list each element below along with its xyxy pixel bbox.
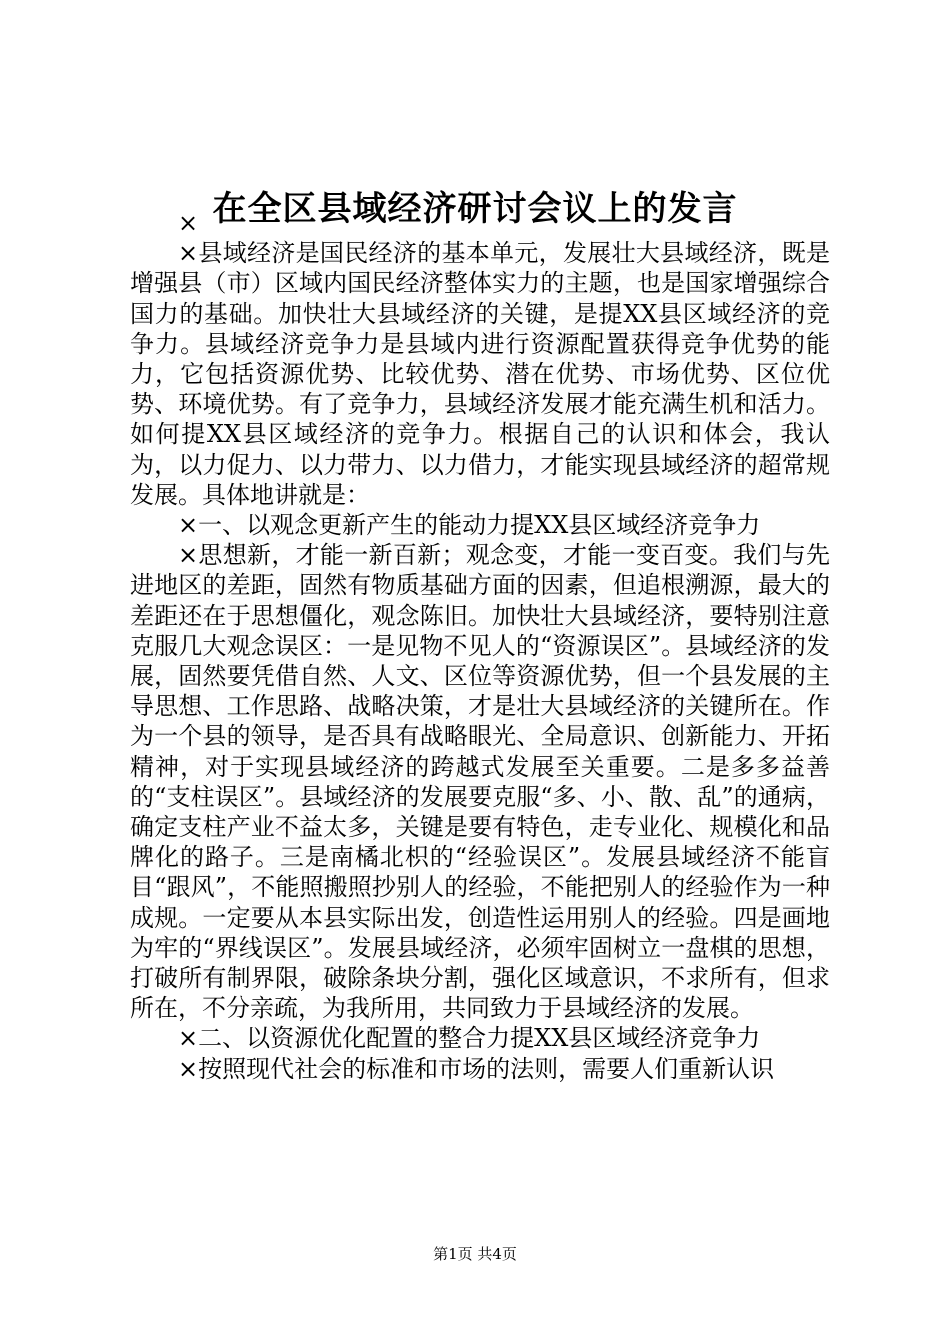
paragraph-section-1: ×思想新，才能一新百新；观念变，才能一变百变。我们与先进地区的差距，固然有物质基础方面的因素，但追根溯源，最大的差距还在于思想僵化，观念陈旧。加快壮大县域经济，要特别注意克服几大观念误区：一是见物不见人的“资源误区”。县域经济的发展，固然要凭借自然、人文、区位等资源优势，但一个县发展的主导思想、工作思路、战略决策，才是壮大县域经济的关键所在。作为一个县的领导，是否具有战略眼光、全局意识、创新能力、开拓精神，对于实现县域经济的跨越式发展至关重要。二是多多益善的“支柱误区”。县域经济的发展要克服“多、小、散、乱”的通病，确定支柱产业不益太多，关键是要有特色，走专业化、规模化和品牌化的路子。三是南橘北枳的“经验误区”。发展县域经济不能盲目“跟风”，不能照搬照抄别人的经验，不能把别人的经验作为一种成规。一定要从本县实际出发，创造性运用别人的经验。四是画地为牢的“界线误区”。发展县域经济，必须牢固树立一盘棋的思想，打破所有制界限，破除条块分割，强化区域意识，不求所有，但求所在，不分亲疏，为我所用，共同致力于县域经济的发展。	[130, 541, 830, 1023]
paragraph-section-2: ×按照现代社会的标准和市场的法则，需要人们重新认识	[178, 1054, 775, 1083]
page-footer: 第1页 共4页	[433, 1245, 517, 1263]
section-heading-2: ×二、以资源优化配置的整合力提XX县区域经济竞争力	[178, 1024, 761, 1053]
document-title: 在全区县域经济研讨会议上的发言	[212, 189, 738, 229]
paragraph-marker: ×	[178, 209, 199, 237]
paragraph-intro: ×县域经济是国民经济的基本单元，发展壮大县域经济，既是增强县（市）区域内国民经济整体实力的主题，也是国家增强综合国力的基础。加快壮大县域经济的关键，是提XX县区域经济的竞争力。县域经济竞争力是县域内进行资源配置获得竞争优势的能力，它包括资源优势、比较优势、潜在优势、市场优势、区位优势、环境优势。有了竞争力，县域经济发展才能充满生机和活力。如何提XX县区域经济的竞争力。根据自己的认识和体会，我认为，以力促力、以力带力、以力借力，才能实现县域经济的超常规发展。具体地讲就是：	[130, 239, 830, 509]
document-body	[130, 208, 830, 1084]
section-heading-1: ×一、以观念更新产生的能动力提XX县区域经济竞争力	[178, 511, 761, 540]
